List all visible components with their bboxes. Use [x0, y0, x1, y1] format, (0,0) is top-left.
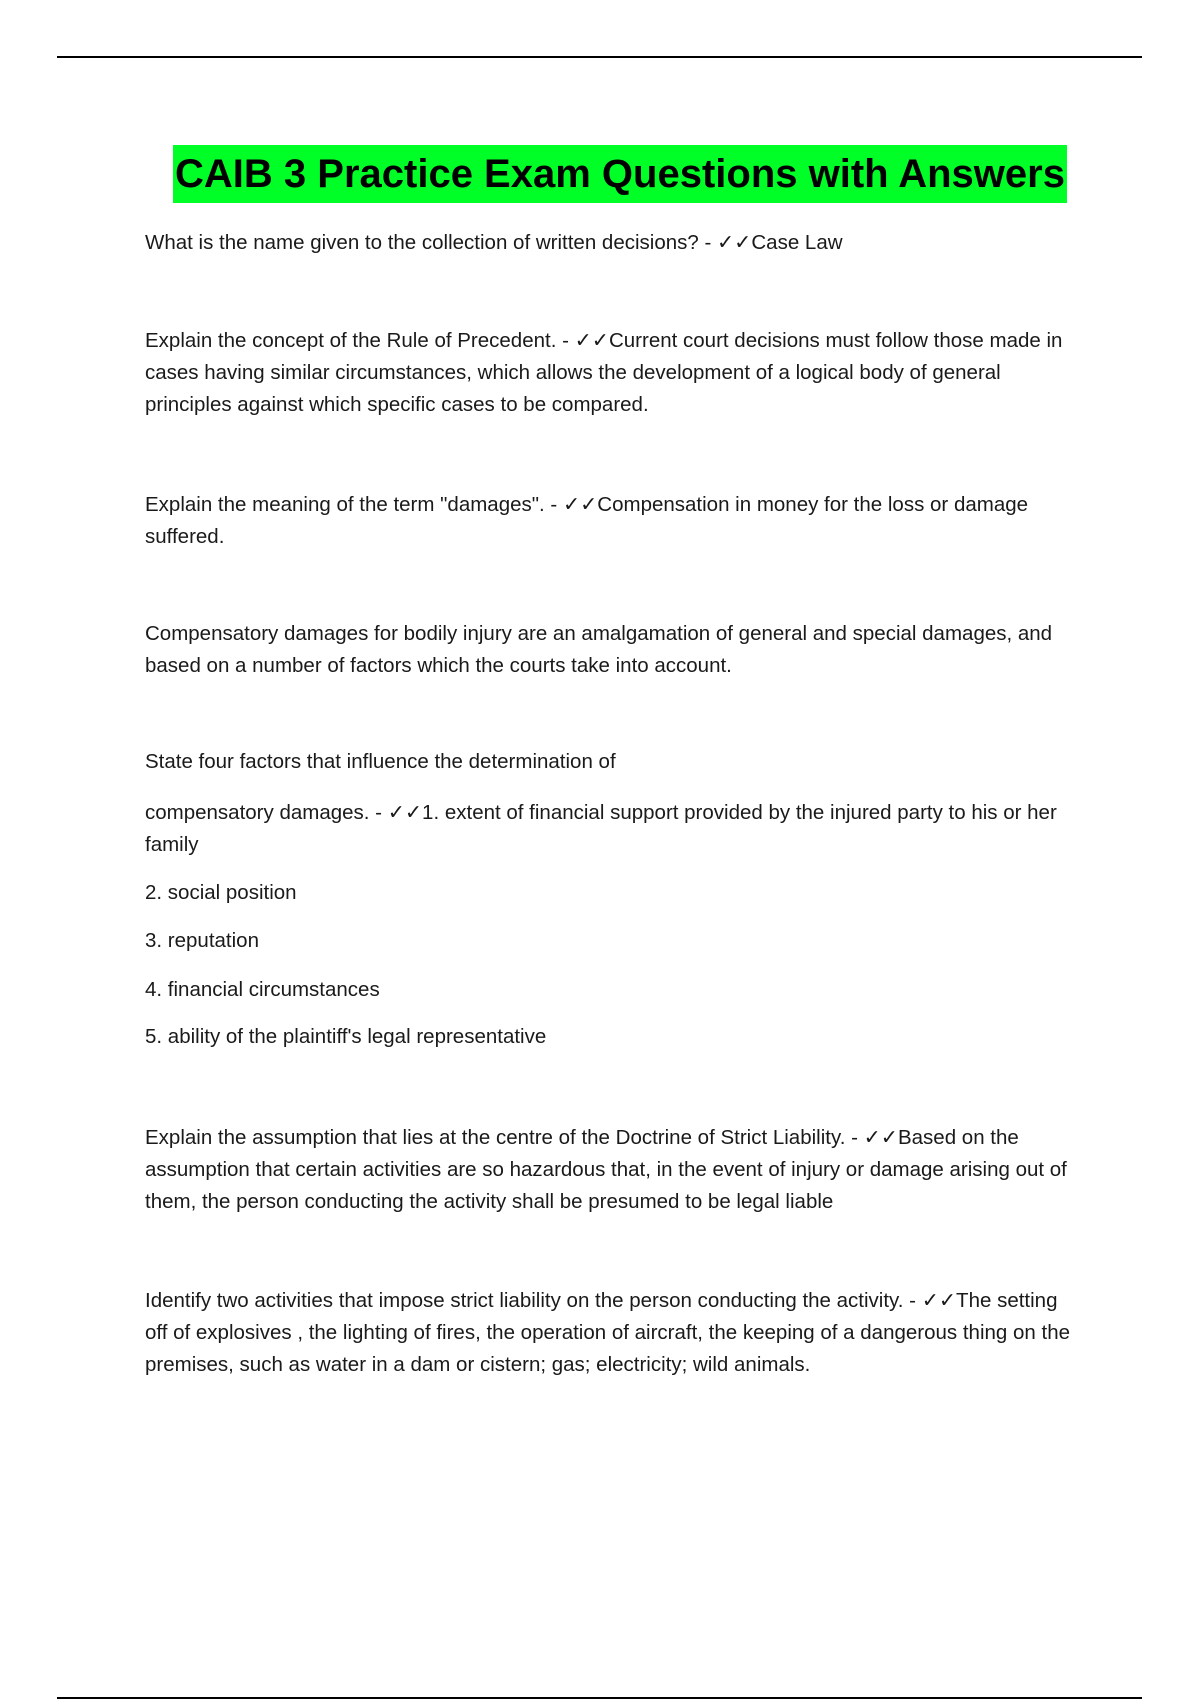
qa-rule-of-precedent: Explain the concept of the Rule of Precedent. - ✓✓Current court decisions must follow those made in cases having similar circumstances, which allows the development of a logical body of general principles against which specific cases to be compared. — [145, 329, 1063, 416]
qa-strict-liability: Explain the assumption that lies at the centre of the Doctrine of Strict Liability. - ✓✓Based on the assumption that certain activities are so hazardous that, in the event of injury or damage arising out of them, the person conducting the activity shall be presumed to be legal liable — [145, 1126, 1067, 1213]
page-title: CAIB 3 Practice Exam Questions with Answers — [173, 145, 1067, 203]
question-four-factors: State four factors that influence the determination of — [145, 750, 616, 773]
bottom-rule — [57, 1697, 1142, 1699]
answer-factor-1: compensatory damages. - ✓✓1. extent of financial support provided by the injured party to his or her family — [145, 801, 1057, 856]
qa-damages: Explain the meaning of the term "damages". - ✓✓Compensation in money for the loss or damage suffered. — [145, 493, 1029, 548]
qa-case-law: What is the name given to the collection of written decisions? - ✓✓Case Law — [145, 231, 843, 254]
qa-strict-liability-activities: Identify two activities that impose strict liability on the person conducting the activity. - ✓✓The setting off of explosives , the lighting of fires, the operation of aircraft, the keeping of a dangerous thing on the premises, such as water in a dam or cistern; gas; electricity; wild animals. — [145, 1289, 1070, 1376]
top-rule — [57, 56, 1142, 58]
answer-factor-5: 5. ability of the plaintiff's legal representative — [145, 1025, 547, 1048]
answer-factor-2: 2. social position — [145, 881, 297, 904]
answer-factor-3: 3. reputation — [145, 929, 259, 952]
paragraph-compensatory-damages: Compensatory damages for bodily injury are an amalgamation of general and special damages, and based on a number of factors which the courts take into account. — [145, 622, 1053, 677]
answer-factor-4: 4. financial circumstances — [145, 978, 380, 1001]
title-wrapper — [0, 145, 1200, 203]
